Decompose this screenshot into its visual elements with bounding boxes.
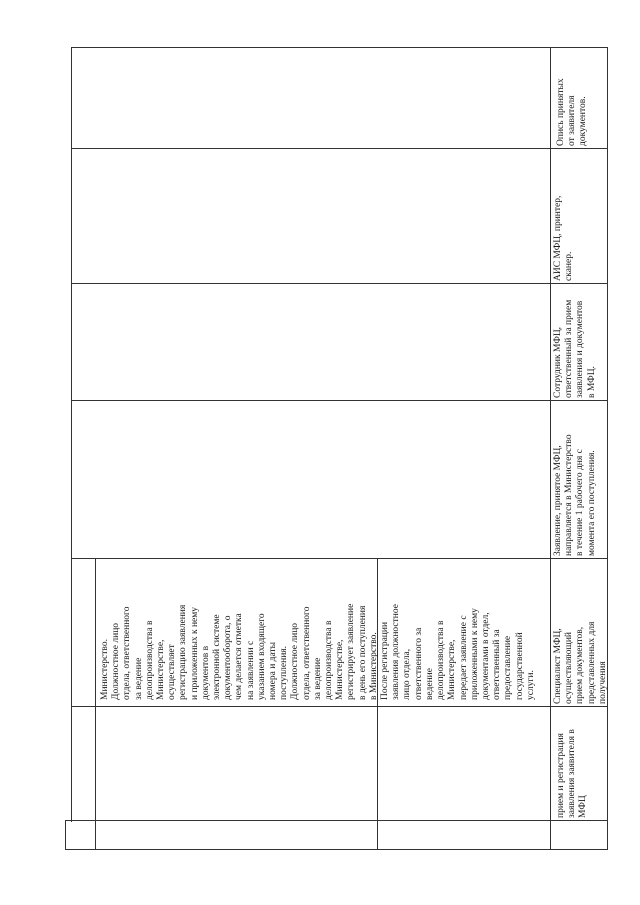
result-cell: Опись принятых от заявителя документов. [556, 78, 589, 146]
col-divider-stage [65, 820, 608, 821]
responsible-cell: Сотрудник МФЦ, ответственный за прием заявления и документов в МФЦ. [553, 299, 597, 398]
stage-cell: прием и регистрация заявления заявителя в МФЦ [556, 729, 589, 818]
table-right-border [607, 47, 608, 850]
description-cell: Специалист МФЦ, осуществляющий прием документов, представленных для получения [553, 621, 608, 704]
row-divider [550, 47, 551, 850]
upper-col-line-1 [95, 558, 96, 850]
col-divider-result [71, 148, 608, 149]
description-continued-cell: Министерство. Должностное лицо отдела, ответственного за ведение делопроизводства в Министерстве, осуществляет регистрацию заявления и приложенных к нему документов в электронной системе документооборота, о чем делается отметка на заявлении с указанием входящего номера и даты поступления. Должностное лицо отдела, ответственного за ведение делопроизводства в Министерстве, регистрирует заявление в день его поступления в Министерство. После регистрации заявления должностное лицо отдела, ответственного за ведение делопроизводства в Министерстве, передает заявление с приложенными к нему документами в отдел, ответственный за предоставление государственной услуги. [100, 603, 536, 700]
col-divider-deadline [71, 558, 608, 559]
col-divider-description [71, 706, 608, 707]
table-left-border-lower [65, 820, 66, 850]
table-top-border [71, 47, 608, 48]
deadline-cell: Заявление, принятое МФЦ, направляется в Министерство в течение 1 рабочего дня с момента его поступления. [553, 434, 597, 556]
table-bottom-border [65, 849, 608, 850]
col-divider-resources [71, 283, 608, 284]
resources-cell: АИС МФЦ, принтер, сканер. [553, 195, 575, 281]
col-divider-responsible [71, 400, 608, 401]
